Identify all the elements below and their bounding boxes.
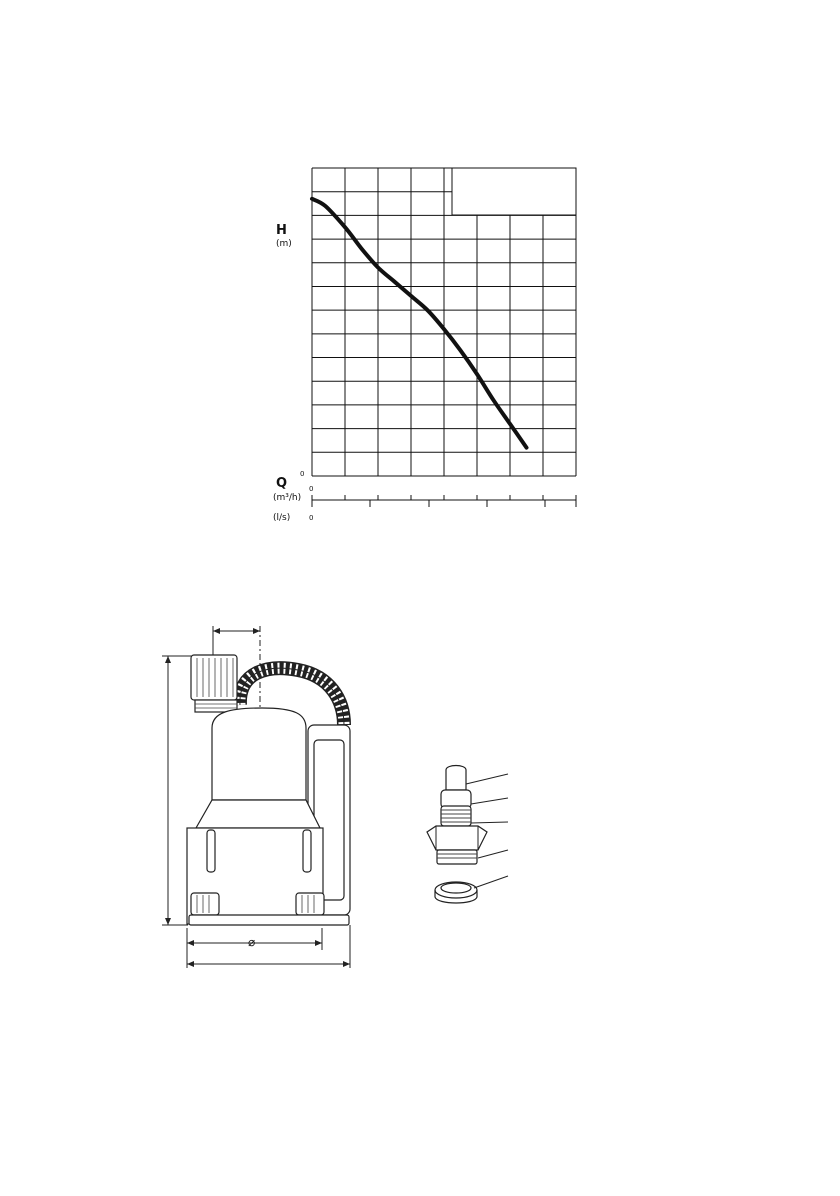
x-axis-scales	[312, 495, 576, 507]
pump-dimension-drawing	[162, 626, 350, 968]
x-zero-tick-ls: 0	[309, 514, 314, 522]
x-axis-unit-m3h: (m³/h)	[273, 493, 302, 503]
performance-curve	[312, 199, 527, 448]
x-axis-unit-ls: (l/s)	[273, 513, 291, 523]
pump-performance-chart	[273, 168, 576, 523]
legend-box	[452, 168, 576, 215]
y-axis-label: H	[276, 223, 287, 238]
y-axis-unit: (m)	[276, 239, 292, 249]
hose-connector-exploded-view	[427, 766, 508, 904]
x-zero-tick-m3h: 0	[309, 485, 314, 493]
x-axis-label: Q	[276, 476, 288, 491]
diameter-symbol: ⌀	[248, 935, 256, 949]
y-zero-tick: 0	[300, 470, 305, 478]
